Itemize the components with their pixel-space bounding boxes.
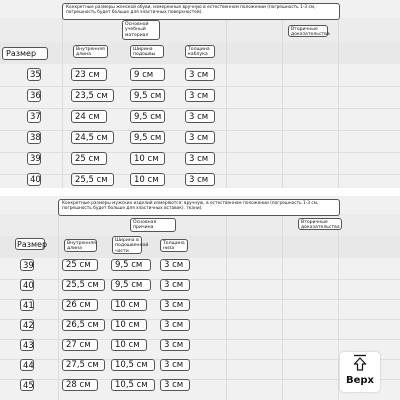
- size-cell: 35: [27, 68, 41, 81]
- heel-cell: 3 см: [185, 152, 215, 165]
- length-cell: 23,5 см: [71, 89, 114, 102]
- size-cell: 40: [27, 173, 41, 186]
- heel-cell: 3 см: [160, 379, 190, 391]
- header-main-material: Основная причина: [130, 218, 176, 232]
- size-cell: 40: [20, 279, 34, 291]
- width-cell: 10,5 см: [111, 359, 155, 371]
- size-cell: 42: [20, 319, 34, 331]
- header-band: [0, 18, 400, 42]
- length-cell: 26,5 см: [62, 319, 105, 331]
- row-divider: [0, 319, 400, 320]
- width-cell: 9,5 см: [130, 131, 165, 144]
- size-label: Размер: [2, 47, 48, 60]
- length-cell: 25 см: [62, 259, 98, 271]
- width-cell: 10 см: [111, 319, 147, 331]
- column-divider: [226, 214, 227, 400]
- column-divider: [282, 18, 283, 188]
- length-cell: 27,5 см: [62, 359, 105, 371]
- heel-cell: 3 см: [160, 339, 190, 351]
- size-cell: 36: [27, 89, 41, 102]
- length-cell: 24 см: [71, 110, 107, 123]
- arrow-up-icon: [353, 354, 367, 372]
- header-heel-height: Толщина каблука: [185, 45, 215, 58]
- width-cell: 9,5 см: [130, 110, 165, 123]
- width-cell: 9 см: [130, 68, 165, 81]
- width-cell: 10,5 см: [111, 379, 155, 391]
- length-cell: 24,5 см: [71, 131, 114, 144]
- size-cell: 45: [20, 379, 34, 391]
- heel-cell: 3 см: [160, 359, 190, 371]
- column-divider: [226, 18, 227, 188]
- heel-cell: 3 см: [160, 319, 190, 331]
- size-cell: 44: [20, 359, 34, 371]
- row-divider: [0, 86, 400, 87]
- size-label: Размер: [17, 240, 48, 249]
- width-cell: 10 см: [111, 339, 147, 351]
- table-gap: [0, 188, 400, 196]
- row-divider: [0, 339, 400, 340]
- header-foot-length: Внутренняя длина: [73, 45, 108, 58]
- row-divider: [0, 299, 400, 300]
- size-cell: 38: [27, 131, 41, 144]
- heel-cell: 3 см: [160, 279, 190, 291]
- header-secondary: Вторичные доказательства: [298, 218, 342, 230]
- column-divider: [282, 214, 283, 400]
- header-sole-width: Ширина в подошвенной части: [112, 236, 142, 254]
- header-foot-length: Внутренняя длина: [64, 239, 97, 252]
- back-to-top-label: Верх: [345, 375, 374, 386]
- length-cell: 28 см: [62, 379, 98, 391]
- women-measurement-note: Конкретные размеры женской обуви, измеренные вручную в естественном положении (погрешность 1-3 см, погрешность будет больше для эластичных поверхностей).: [62, 3, 340, 20]
- back-to-top-button[interactable]: [340, 352, 380, 392]
- men-measurement-note: Конкретные размеры мужских изделий измеряются: вручную, в естественном положении (погрешность 1-3 см, погрешность будет больше для эластичных вставок). ткани).: [58, 199, 340, 216]
- width-cell: 10 см: [130, 173, 165, 186]
- heel-cell: 3 см: [185, 173, 215, 186]
- heel-cell: 3 см: [160, 299, 190, 311]
- column-divider: [62, 18, 63, 188]
- size-cell: 37: [27, 110, 41, 123]
- column-divider: [58, 214, 59, 400]
- heel-cell: 3 см: [160, 259, 190, 271]
- width-cell: 9,5 см: [130, 89, 165, 102]
- column-divider: [338, 214, 339, 400]
- row-divider: [0, 108, 400, 109]
- width-cell: 9,5 см: [111, 279, 151, 291]
- size-cell: 43: [20, 339, 34, 351]
- width-cell: 10 см: [111, 299, 147, 311]
- length-cell: 25 см: [71, 152, 107, 165]
- heel-cell: 3 см: [185, 131, 215, 144]
- header-heel-height: Толщина низа: [160, 239, 188, 252]
- header-secondary: Вторичные доказательства: [288, 25, 328, 37]
- column-divider: [338, 18, 339, 188]
- subheader-band: [0, 236, 400, 258]
- header-sole-width: Ширина подошвы: [130, 45, 164, 58]
- heel-cell: 3 см: [185, 89, 215, 102]
- length-cell: 27 см: [62, 339, 98, 351]
- width-cell: 9,5 см: [111, 259, 151, 271]
- length-cell: 23 см: [71, 68, 107, 81]
- size-cell: 39: [27, 152, 41, 165]
- heel-cell: 3 см: [185, 110, 215, 123]
- size-cell: 41: [20, 299, 34, 311]
- size-cell: 39: [20, 259, 34, 271]
- header-main-material: Основной учебный материал: [122, 20, 160, 40]
- width-cell: 10 см: [130, 152, 165, 165]
- heel-cell: 3 см: [185, 68, 215, 81]
- row-divider: [0, 279, 400, 280]
- length-cell: 25,5 см: [62, 279, 105, 291]
- length-cell: 26 см: [62, 299, 98, 311]
- length-cell: 25,5 см: [71, 173, 114, 186]
